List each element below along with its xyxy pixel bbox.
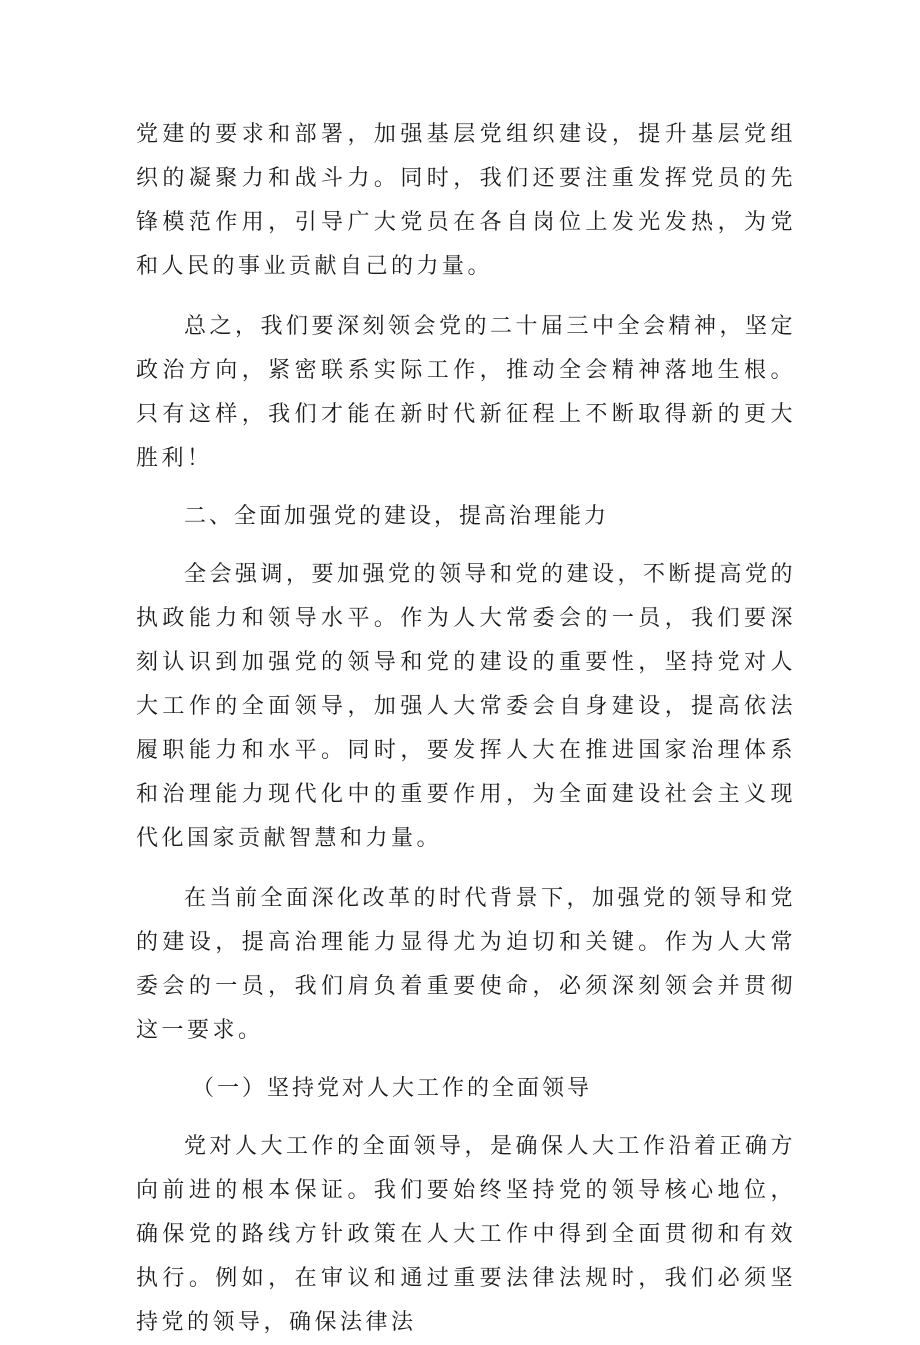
paragraph-plenum-emphasis: 全会强调，要加强党的领导和党的建设，不断提高党的执政能力和领导水平。作为人大常委会的一员，我们要深刻认识到加强党的领导和党的建设的重要性，坚持党对人大工作的全面领导，加强人大常委会自身建设，提高依法履职能力和水平。同时，要发挥人大在推进国家治理体系和治理能力现代化中的重要作用，为全面建设社会主义现代化国家贡献智慧和力量。	[136, 562, 797, 851]
paragraph-comprehensive-leadership: 党对人大工作的全面领导，是确保人大工作沿着正确方向前进的根本保证。我们要始终坚持党的领导核心地位，确保党的路线方针政策在人大工作中得到全面贯彻和有效执行。例如，在审议和通过重要法律法规时，我们必须坚持党的领导，确保法律法	[136, 1134, 797, 1335]
section-heading-2: 二、全面加强党的建设，提高治理能力	[184, 504, 610, 529]
paragraph-reform-context: 在当前全面深化改革的时代背景下，加强党的领导和党的建设，提高治理能力显得尤为迫切和关键。作为人大常委会的一员，我们肩负着重要使命，必须深刻领会并贯彻这一要求。	[136, 886, 797, 1043]
paragraph-conclusion: 总之，我们要深刻领会党的二十届三中全会精神，坚定政治方向，紧密联系实际工作，推动全会精神落地生根。只有这样，我们才能在新时代新征程上不断取得新的更大胜利！	[136, 314, 797, 471]
document-body	[136, 113, 796, 1345]
subsection-heading-1: （一）坚持党对人大工作的全面领导	[192, 1076, 593, 1101]
paragraph-party-building-continuation: 党建的要求和部署，加强基层党组织建设，提升基层党组织的凝聚力和战斗力。同时，我们还要注重发挥党员的先锋模范作用，引导广大党员在各自岗位上发光发热，为党和人民的事业贡献自己的力量。	[136, 122, 796, 279]
